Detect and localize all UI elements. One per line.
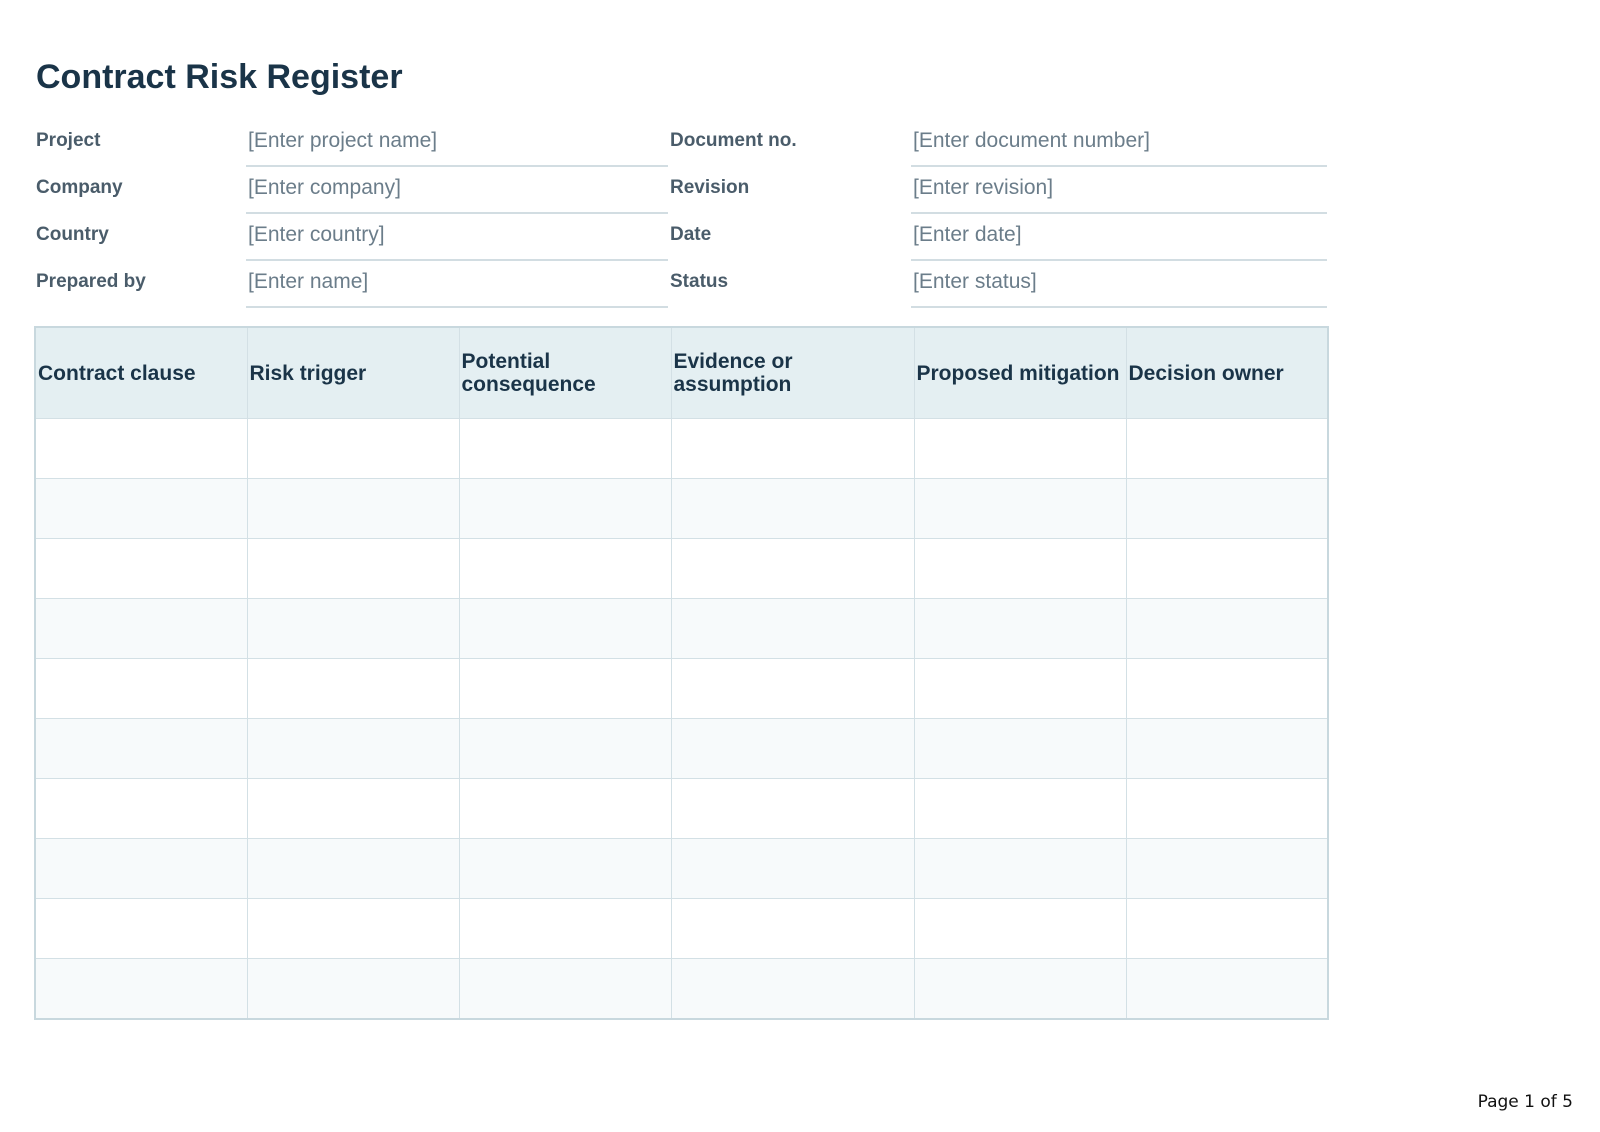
info-row-country [34, 215, 1327, 262]
table-cell[interactable] [247, 719, 459, 779]
date-field[interactable]: [Enter date] [911, 215, 1327, 261]
table-cell[interactable] [1126, 659, 1328, 719]
table-cell[interactable] [671, 719, 914, 779]
document-number-label: Document no. [670, 130, 797, 151]
risk-register-table [34, 326, 1329, 1020]
table-cell[interactable] [247, 959, 459, 1020]
table-cell[interactable] [247, 899, 459, 959]
table-cell[interactable] [914, 419, 1126, 479]
table-cell[interactable] [914, 479, 1126, 539]
table-cell[interactable] [459, 419, 671, 479]
table-cell[interactable] [459, 779, 671, 839]
column-header-potential-consequence: Potential consequence [459, 327, 671, 419]
company-field[interactable]: [Enter company] [246, 168, 668, 214]
table-header-row [35, 327, 1328, 419]
table-cell[interactable] [671, 899, 914, 959]
table-cell[interactable] [247, 839, 459, 899]
table-cell[interactable] [914, 719, 1126, 779]
table-cell[interactable] [35, 539, 247, 599]
revision-label: Revision [670, 177, 750, 198]
table-cell[interactable] [1126, 959, 1328, 1020]
table-cell[interactable] [1126, 599, 1328, 659]
table-row [35, 779, 1328, 839]
table-cell[interactable] [35, 659, 247, 719]
table-cell[interactable] [459, 959, 671, 1020]
table-cell[interactable] [914, 599, 1126, 659]
table-cell[interactable] [914, 539, 1126, 599]
table-cell[interactable] [459, 479, 671, 539]
table-cell[interactable] [914, 959, 1126, 1020]
table-cell[interactable] [1126, 479, 1328, 539]
table-cell[interactable] [35, 779, 247, 839]
table-cell[interactable] [247, 419, 459, 479]
table-cell[interactable] [914, 839, 1126, 899]
table-row [35, 419, 1328, 479]
table-cell[interactable] [1126, 779, 1328, 839]
table-cell[interactable] [247, 539, 459, 599]
status-field[interactable]: [Enter status] [911, 262, 1327, 308]
table-cell[interactable] [671, 659, 914, 719]
column-header-risk-trigger: Risk trigger [247, 327, 459, 419]
revision-field[interactable]: [Enter revision] [911, 168, 1327, 214]
column-header-decision-owner: Decision owner [1126, 327, 1328, 419]
table-row [35, 539, 1328, 599]
table-cell[interactable] [247, 779, 459, 839]
date-label: Date [670, 224, 712, 245]
table-body [35, 419, 1328, 1020]
info-row-prepared-by [34, 262, 1327, 309]
column-header-contract-clause: Contract clause [35, 327, 247, 419]
table-row [35, 839, 1328, 899]
table-row [35, 659, 1328, 719]
table-row [35, 719, 1328, 779]
table-row [35, 599, 1328, 659]
status-label: Status [670, 271, 729, 292]
table-cell[interactable] [914, 659, 1126, 719]
table-cell[interactable] [459, 839, 671, 899]
table-cell[interactable] [671, 779, 914, 839]
table-cell[interactable] [247, 659, 459, 719]
table-cell[interactable] [1126, 419, 1328, 479]
table-cell[interactable] [35, 899, 247, 959]
company-label: Company [36, 177, 123, 198]
table-row [35, 959, 1328, 1020]
country-label: Country [36, 224, 109, 245]
table-cell[interactable] [459, 899, 671, 959]
table-cell[interactable] [671, 599, 914, 659]
table-cell[interactable] [1126, 719, 1328, 779]
project-label: Project [36, 130, 101, 151]
table-row [35, 899, 1328, 959]
table-cell[interactable] [914, 779, 1126, 839]
column-header-evidence-or-assumption: Evidence or assumption [671, 327, 914, 419]
table-cell[interactable] [35, 419, 247, 479]
table-cell[interactable] [247, 599, 459, 659]
country-field[interactable]: [Enter country] [246, 215, 668, 261]
table-cell[interactable] [1126, 539, 1328, 599]
table-cell[interactable] [671, 479, 914, 539]
table-cell[interactable] [671, 839, 914, 899]
page-title: Contract Risk Register [36, 58, 403, 96]
table-cell[interactable] [671, 959, 914, 1020]
table-cell[interactable] [459, 719, 671, 779]
table-cell[interactable] [1126, 839, 1328, 899]
table-cell[interactable] [459, 539, 671, 599]
table-cell[interactable] [35, 719, 247, 779]
prepared-by-label: Prepared by [36, 271, 146, 292]
table-cell[interactable] [35, 959, 247, 1020]
document-info [34, 121, 1327, 309]
document-number-field[interactable]: [Enter document number] [911, 121, 1327, 167]
table-cell[interactable] [35, 839, 247, 899]
column-header-proposed-mitigation: Proposed mitigation [914, 327, 1126, 419]
table-cell[interactable] [247, 479, 459, 539]
table-cell[interactable] [671, 539, 914, 599]
table-cell[interactable] [671, 419, 914, 479]
table-cell[interactable] [914, 899, 1126, 959]
table-cell[interactable] [459, 659, 671, 719]
table-cell[interactable] [35, 599, 247, 659]
table-row [35, 479, 1328, 539]
info-row-project [34, 121, 1327, 168]
table-cell[interactable] [1126, 899, 1328, 959]
page-number: Page 1 of 5 [1477, 1092, 1573, 1112]
info-row-company [34, 168, 1327, 215]
table-cell[interactable] [35, 479, 247, 539]
prepared-by-field[interactable]: [Enter name] [246, 262, 668, 308]
project-field[interactable]: [Enter project name] [246, 121, 668, 167]
table-cell[interactable] [459, 599, 671, 659]
